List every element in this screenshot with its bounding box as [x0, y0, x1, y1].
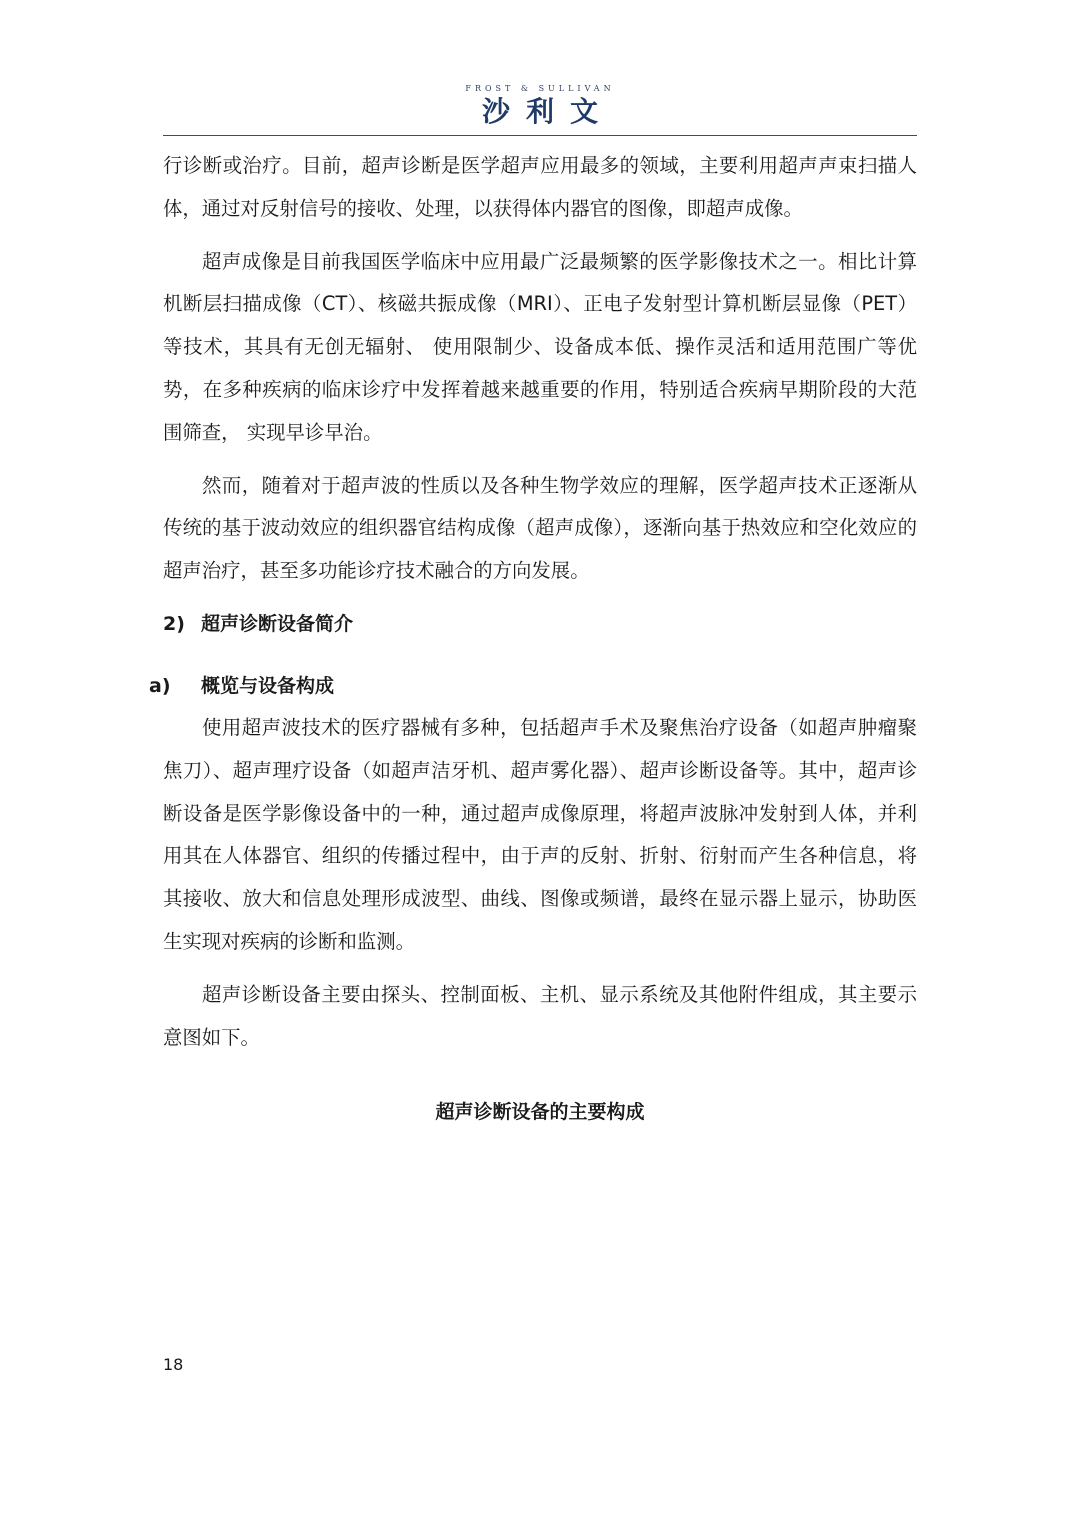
paragraph-device-overview: 使用超声波技术的医疗器械有多种，包括超声手术及聚焦治疗设备（如超声肿瘤聚焦刀）、超声理疗设备（如超声洁牙机、超声雾化器）、超声诊断设备等。其中，超声诊断设备是医学影像设备中的一种，通过超声成像原理，将超声波脉冲发射到人体，并利用其在人体器官、组织的传播过程中，由于声的反射、折射、衍射而产生各种信息，将其接收、放大和信息处理形成波型、曲线、图像或频谱，最终在显示器上显示，协助医生实现对疾病的诊断和监测。 [163, 715, 917, 953]
figure-title: 超声诊断设备的主要构成 [435, 1101, 645, 1124]
paragraph-ultrasound-development: 然而，随着对于超声波的性质以及各种生物学效应的理解，医学超声技术正逐渐从传统的基于波动效应的组织器官结构成像（超声成像），逐渐向基于热效应和空化效应的超声治疗，甚至多功能诊疗技术融合的方向发展。 [163, 473, 917, 583]
subsection-title: 概览与设备构成 [201, 674, 335, 697]
logo-chinese: 沙利文 [481, 95, 614, 128]
paragraph-ultrasound-imaging: 超声成像是目前我国医学临床中应用最广泛最频繁的医学影像技术之一。相比计算机断层扫描成像（CT）、核磁共振成像（MRI）、正电子发射型计算机断层显像（PET） 等技术，其具有无创无辐射、 使用限制少、设备成本低、操作灵活和适用范围广等优势，在多种疾病的临床诊疗中发挥着越来越重要的作用，特别适合疾病早期阶段的大范围筛查， 实现早诊早治。 [163, 249, 917, 444]
document-body [149, 145, 917, 1133]
section-number: 2) [163, 612, 185, 635]
section-title: 超声诊断设备简介 [201, 612, 354, 635]
section-heading-2 [163, 603, 917, 645]
subsection-number: a) [149, 674, 171, 697]
logo-english: FROST & SULLIVAN [465, 84, 615, 93]
page-number: 18 [163, 1355, 184, 1374]
header-divider [163, 135, 917, 136]
page-header [0, 84, 1080, 129]
paragraph-continued: 行诊断或治疗。目前，超声诊断是医学超声应用最多的领域，主要利用超声声束扫描人体，通过对反射信号的接收、处理，以获得体内器官的图像，即超声成像。 [163, 154, 917, 220]
paragraph-device-components: 超声诊断设备主要由探头、控制面板、主机、显示系统及其他附件组成，其主要示意图如下。 [163, 982, 917, 1049]
subsection-heading-a [149, 665, 917, 707]
